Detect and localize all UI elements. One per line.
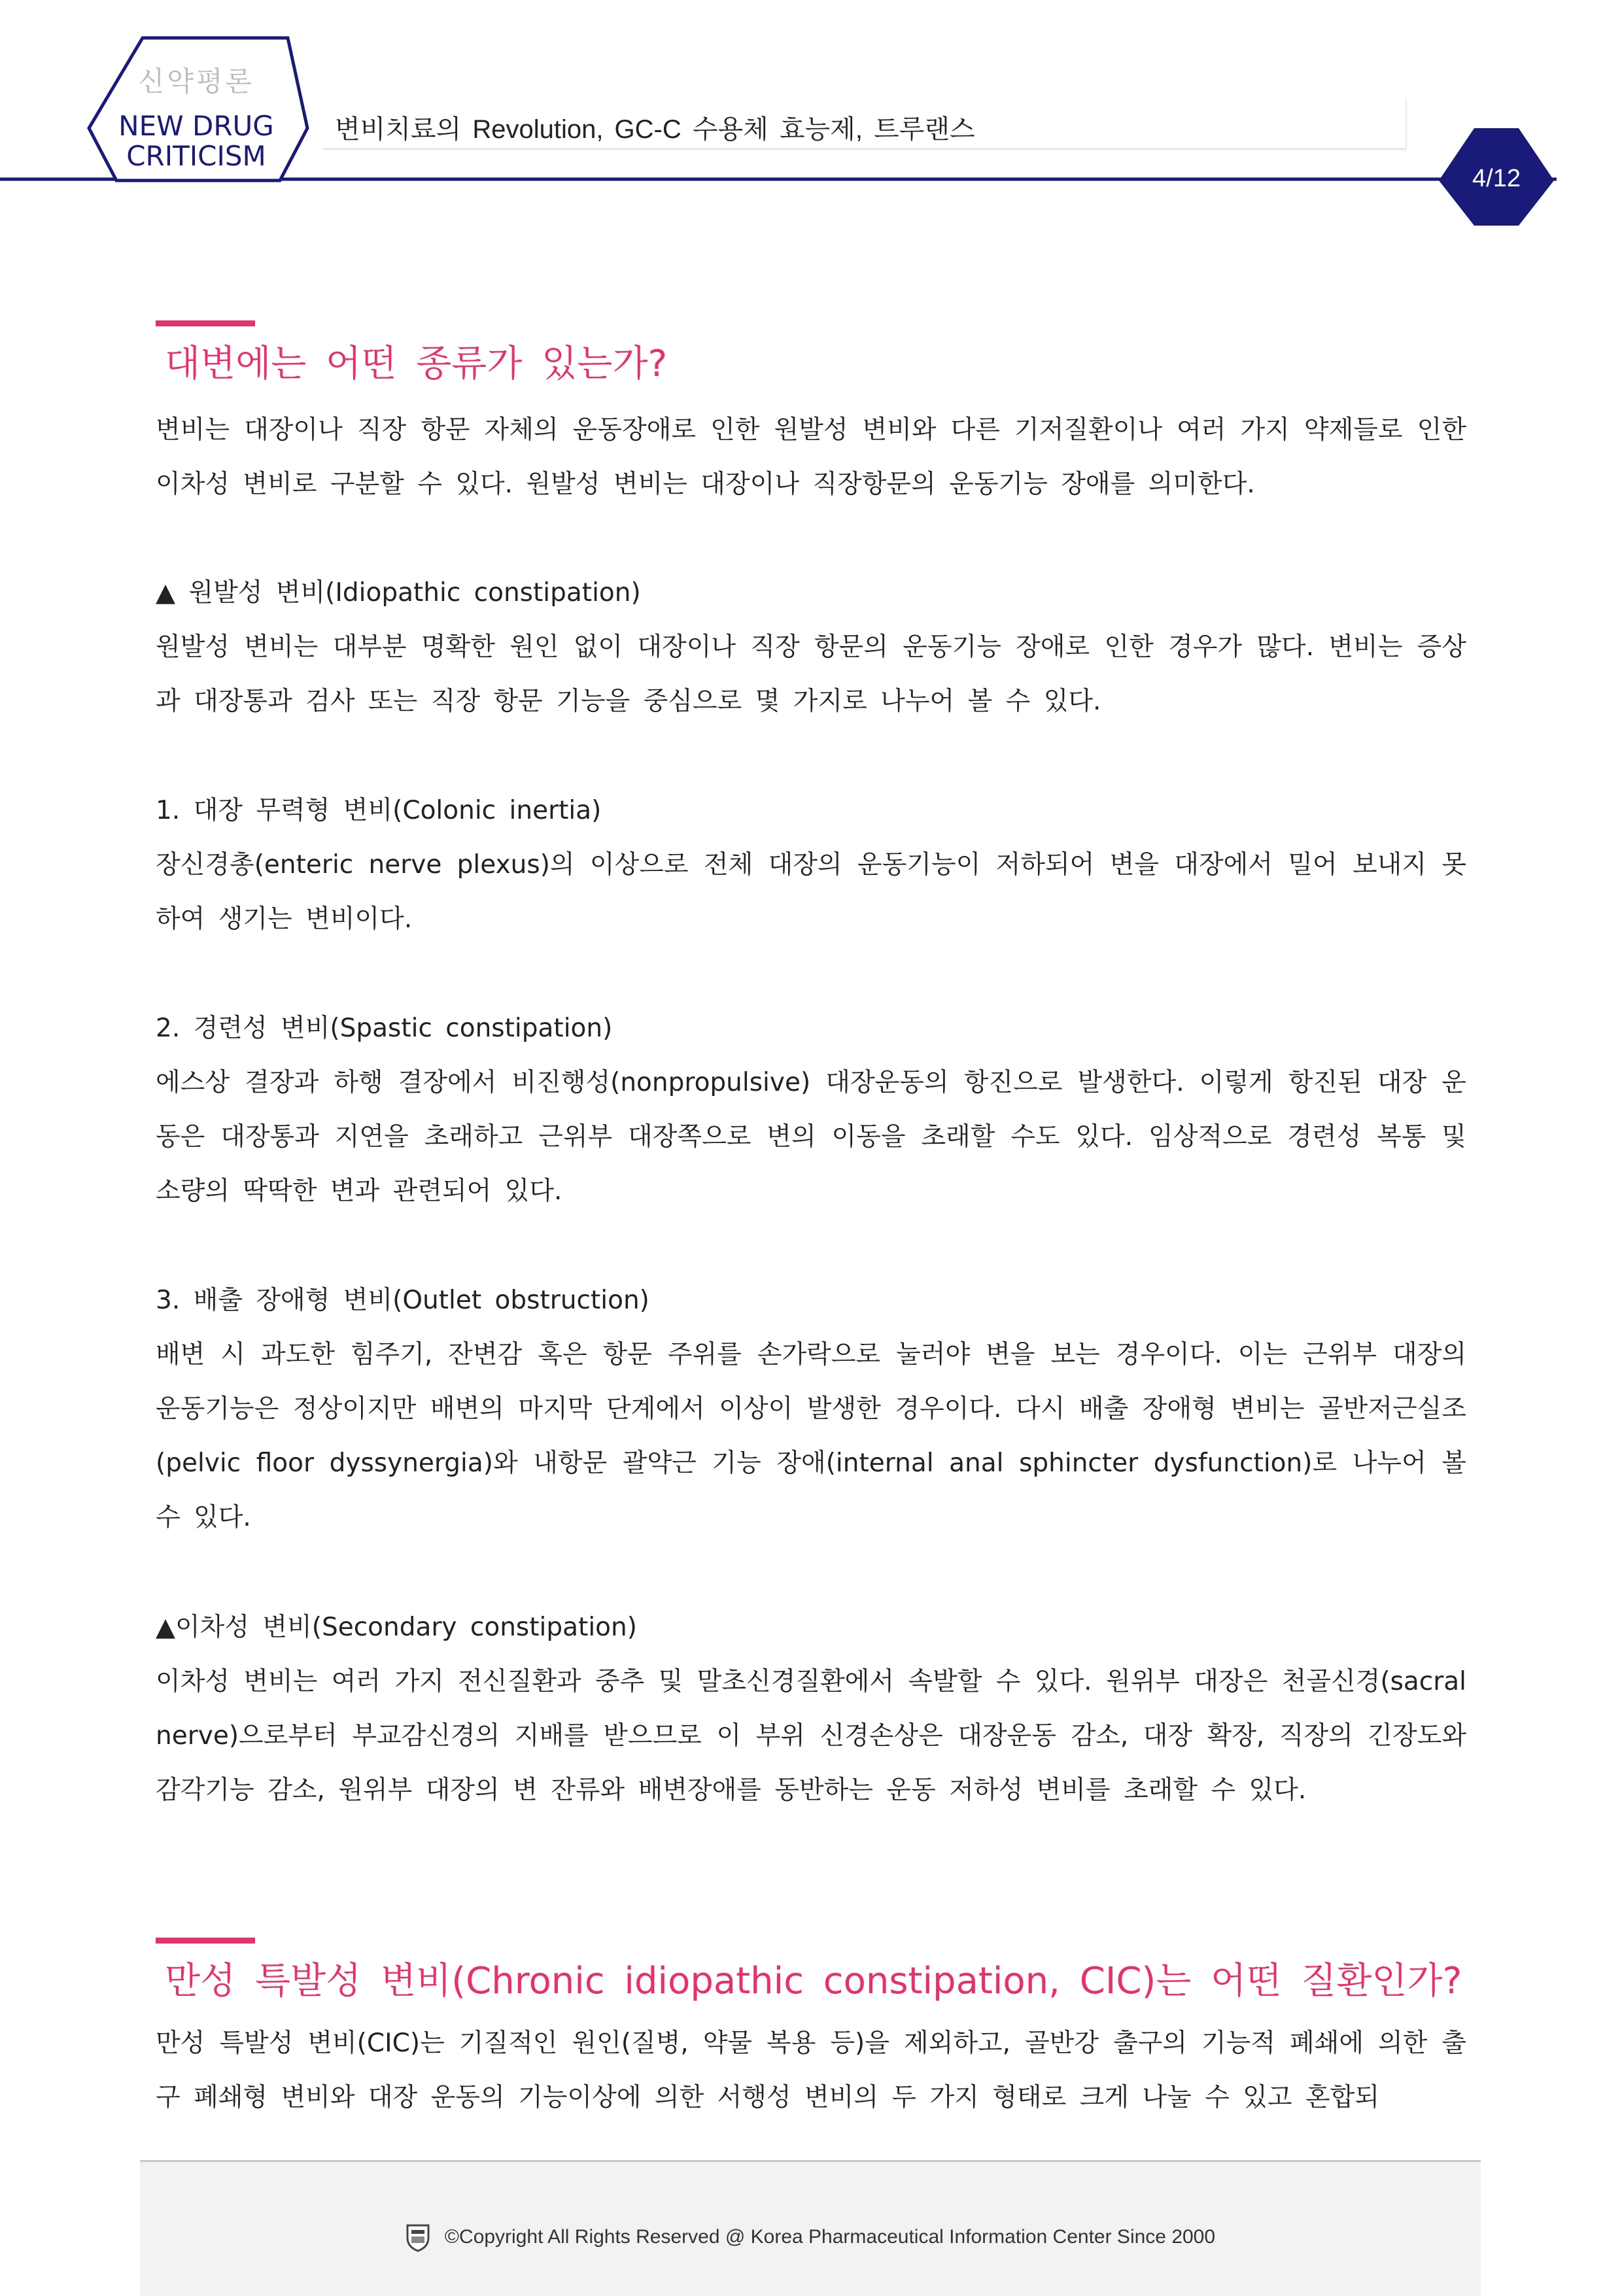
section-title: 만성 특발성 변비(Chronic idiopathic constipation, CIC)는 어떤 질환인가? (165, 1960, 1462, 2002)
subheading-primary: ▲ 원발성 변비(Idiopathic constipation) (156, 578, 641, 608)
subheading-type3: 3. 배출 장애형 변비(Outlet obstruction) (156, 1286, 649, 1315)
paragraph-type2: 에스상 결장과 하행 결장에서 비진행성(nonpropulsive) 대장운동의 항진으로 발생한다. 이렇게 항진된 대장 운동은 대장통과 지연을 초래하고 근위부 대장쪽으로 변의 이동을 초래할 수도 있다. 임상적으로 경련성 복통 및 소량의 딱딱한 변과 관련되어 있다. (156, 1068, 1466, 1206)
paragraph-secondary: 이차성 변비는 여러 가지 전신질환과 중추 및 말초신경질환에서 속발할 수 있다. 원위부 대장은 천골신경(sacral nerve)으로부터 부교감신경의 지배를 받으므로 이 부위 신경손상은 대장운동 감소, 대장 확장, 직장의 긴장도와 감각기능 감소, 원위부 대장의 변 잔류와 배변장애를 동반하는 운동 저하성 변비를 초래할 수 있다. (156, 1667, 1466, 1805)
section-accent-bar (156, 1938, 255, 1944)
logo-english-line1: NEW DRUG (118, 110, 274, 142)
paragraph-type3: 배변 시 과도한 힘주기, 잔변감 혹은 항문 주위를 손가락으로 눌러야 변을 보는 경우이다. 이는 근위부 대장의 운동기능은 정상이지만 배변의 마지막 단계에서 이상이 발생한 경우이다. 다시 배출 장애형 변비는 골반저근실조(pelvic floor dyssynergia)와 내항문 괄약근 기능 장애(internal anal sphincter dysfunction)로 나누어 볼 수 있다. (156, 1340, 1466, 1532)
copyright-text: ©Copyright All Rights Reserved @ Korea Pharmaceutical Information Center Since 2000 (444, 2225, 1216, 2248)
document-title: 변비치료의 Revolution, GC-C 수용체 효능제, 트루랜스 (335, 115, 975, 144)
section-accent-bar (156, 320, 255, 326)
shield-logo-icon (406, 2223, 430, 2252)
paragraph-primary: 원발성 변비는 대부분 명확한 원인 없이 대장이나 직장 항문의 운동기능 장애로 인한 경우가 많다. 변비는 증상과 대장통과 검사 또는 직장 항문 기능을 중심으로 몇 가지로 나누어 볼 수 있다. (156, 632, 1466, 716)
section-title: 대변에는 어떤 종류가 있는가? (165, 343, 668, 385)
footer-line (140, 2223, 1481, 2252)
paragraph-intro: 변비는 대장이나 직장 항문 자체의 운동장애로 인한 원발성 변비와 다른 기저질환이나 여러 가지 약제들로 인한 이차성 변비로 구분할 수 있다. 원발성 변비는 대장이나 직장항문의 운동기능 장애를 의미한다. (156, 415, 1466, 499)
paragraph-type1: 장신경총(enteric nerve plexus)의 이상으로 전체 대장의 운동기능이 저하되어 변을 대장에서 밀어 보내지 못하여 생기는 변비이다. (156, 850, 1466, 934)
page-footer (140, 2160, 1481, 2296)
subheading-type2: 2. 경련성 변비(Spastic constipation) (156, 1014, 613, 1043)
subheading-type1: 1. 대장 무력형 변비(Colonic inertia) (156, 796, 602, 825)
subheading-secondary: ▲이차성 변비(Secondary constipation) (156, 1613, 637, 1642)
logo-korean: 신약평론 (137, 65, 255, 97)
paragraph-cic: 만성 특발성 변비(CIC)는 기질적인 원인(질병, 약물 복용 등)을 제외하고, 골반강 출구의 기능적 폐쇄에 의한 출구 폐쇄형 변비와 대장 운동의 기능이상에 의한 서행성 변비의 두 가지 형태로 크게 나눌 수 있고 혼합되 (156, 2029, 1466, 2112)
page-number: 4/12 (1472, 165, 1521, 192)
page-header (0, 0, 1622, 235)
logo-english-line2: CRITICISM (126, 140, 266, 172)
